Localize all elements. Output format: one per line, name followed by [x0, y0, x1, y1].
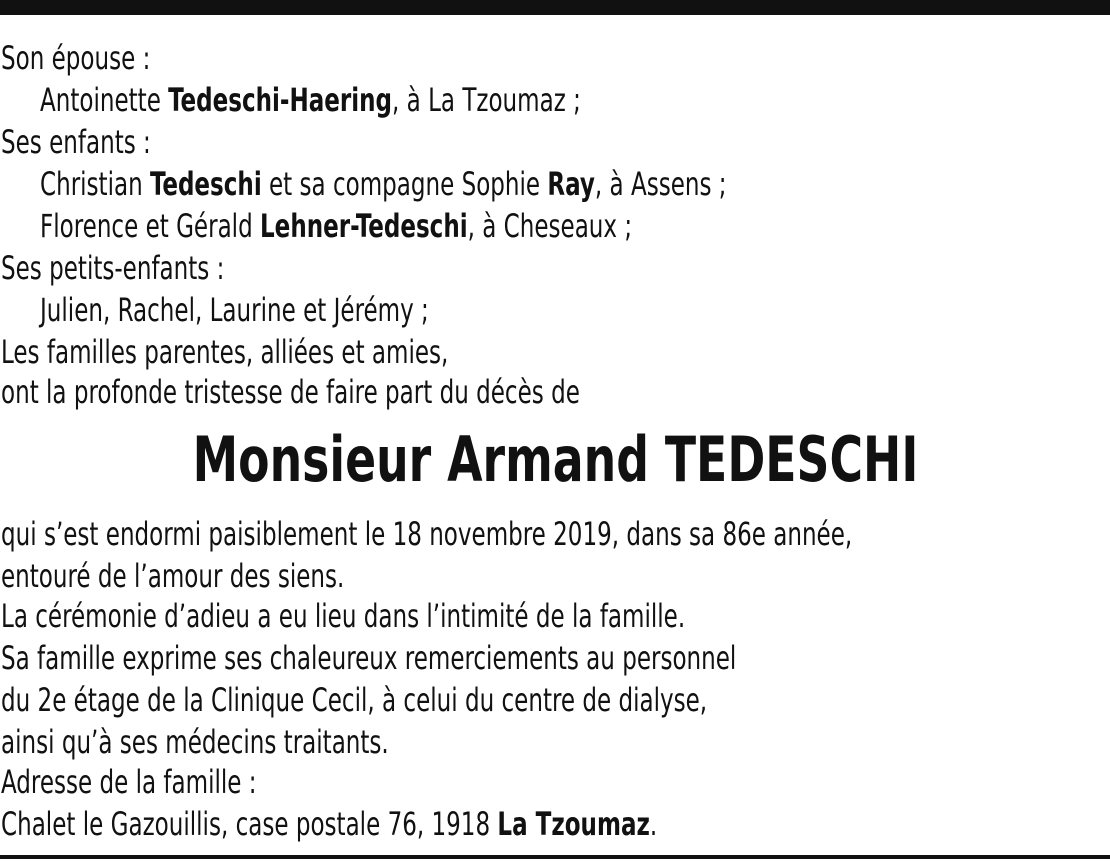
announcement-line: ont la profonde tristesse de faire part du décès de: [1, 373, 580, 411]
address-line: Chalet le Gazouillis, case postale 76, 1918 La Tzoumaz.: [1, 805, 658, 843]
grandchildren-names: Julien, Rachel, Laurine et Jérémy ;: [40, 291, 429, 329]
address-place: La Tzoumaz: [497, 805, 650, 843]
address-label: Adresse de la famille :: [1, 763, 257, 801]
child1-surname: Tedeschi: [150, 165, 262, 203]
spouse-line: Antoinette Tedeschi-Haering, à La Tzoumaz ;: [40, 81, 581, 119]
grandchildren-label: Ses petits-enfants :: [1, 249, 225, 287]
body-line-3: La cérémonie d’adieu a eu lieu dans l’intimité de la famille.: [1, 597, 686, 635]
body-line-4: Sa famille exprime ses chaleureux remerciements au personnel: [1, 639, 737, 677]
body-line-1: qui s’est endormi paisiblement le 18 novembre 2019, dans sa 86e année,: [1, 515, 853, 553]
body-line-6: ainsi qu’à ses médecins traitants.: [1, 723, 389, 761]
bottom-border-rule: [0, 855, 1110, 859]
deceased-name-heading: Monsieur Armand TEDESCHI: [192, 423, 918, 496]
child-line-2: Florence et Gérald Lehner-Tedeschi, à Cheseaux ;: [40, 207, 633, 245]
families-line: Les familles parentes, alliées et amies,: [1, 333, 449, 371]
body-line-5: du 2e étage de la Clinique Cecil, à celui du centre de dialyse,: [1, 681, 708, 719]
body-line-2: entouré de l’amour des siens.: [1, 557, 345, 595]
top-border-rule: [0, 0, 1110, 15]
children-label: Ses enfants :: [1, 123, 151, 161]
child2-surname: Lehner-Tedeschi: [260, 207, 468, 245]
spouse-label: Son épouse :: [1, 39, 151, 77]
spouse-surname: Tedeschi-Haering: [168, 81, 393, 119]
child-line-1: Christian Tedeschi et sa compagne Sophie Ray, à Assens ;: [40, 165, 727, 203]
child1-partner-surname: Ray: [547, 165, 595, 203]
